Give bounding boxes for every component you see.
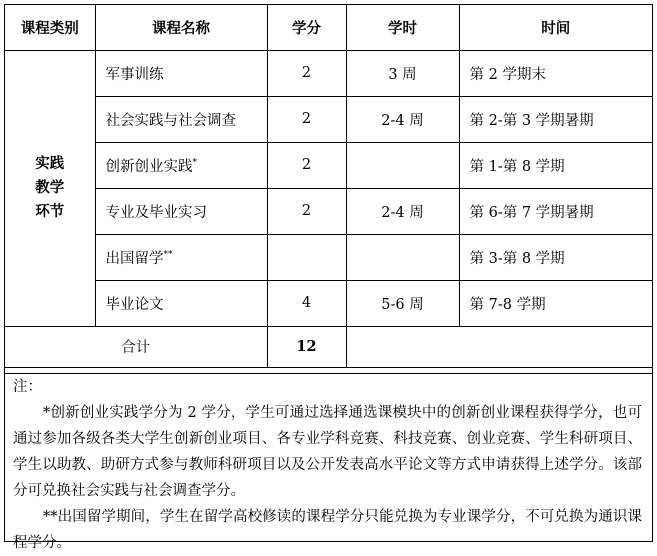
table-row xyxy=(5,142,652,188)
time-cell: 第 6-第 7 学期暑期 xyxy=(459,188,652,234)
course-name-cell: 军事训练 xyxy=(95,50,267,96)
course-name-cell: 社会实践与社会调查 xyxy=(95,96,267,142)
time-cell: 第 2 学期末 xyxy=(459,50,652,96)
note-study-abroad: **出国留学期间，学生在留学高校修读的课程学分只能兑换为专业课学分，不可兑换为通识课程学分。 xyxy=(13,509,642,551)
category-line: 实践 xyxy=(35,155,65,172)
hours-cell: 3 周 xyxy=(346,50,459,96)
total-credit: 12 xyxy=(267,326,346,367)
table-row xyxy=(5,280,652,326)
practice-course-table xyxy=(5,5,652,368)
header-credit: 学分 xyxy=(267,5,346,50)
header-category: 课程类别 xyxy=(5,5,95,50)
credit-cell xyxy=(267,234,346,280)
credit-cell: 2 xyxy=(267,96,346,142)
table-row xyxy=(5,50,652,96)
time-cell: 第 7-8 学期 xyxy=(459,280,652,326)
hours-cell xyxy=(346,234,459,280)
course-name-cell: 创新创业实践* xyxy=(95,142,267,188)
category-line: 教学 xyxy=(35,179,65,196)
category-cell xyxy=(5,50,95,326)
time-cell: 第 1-第 8 学期 xyxy=(459,142,652,188)
header-course-name: 课程名称 xyxy=(95,5,267,50)
hours-cell: 5-6 周 xyxy=(346,280,459,326)
table-row xyxy=(5,234,652,280)
time-cell: 第 3-第 8 学期 xyxy=(459,234,652,280)
total-empty-cell xyxy=(346,326,652,367)
table-row xyxy=(5,188,652,234)
header-time: 时间 xyxy=(459,5,652,50)
category-line: 环节 xyxy=(35,203,65,220)
credit-cell: 2 xyxy=(267,188,346,234)
course-table-page xyxy=(4,4,653,551)
credit-cell: 2 xyxy=(267,50,346,96)
notes-section xyxy=(5,373,652,551)
table-row xyxy=(5,96,652,142)
table-header-row xyxy=(5,5,652,50)
credit-cell: 4 xyxy=(267,280,346,326)
header-hours: 学时 xyxy=(346,5,459,50)
note-innovation: *创新创业实践学分为 2 学分，学生可通过选择通选课模块中的创新创业课程获得学分，也可通过参加各级各类大学生创新创业项目、各专业学科竞赛、科技竞赛、创业竞赛、学生科研项目、学生以助教、助研方式参与教师科研项目以及公开发表高水平论文等方式申请获得上述学分。该部分可兑换社会实践与社会调查学分。 xyxy=(13,405,642,499)
hours-cell xyxy=(346,142,459,188)
credit-cell: 2 xyxy=(267,142,346,188)
course-name-cell: 出国留学** xyxy=(95,234,267,280)
notes-title: 注： xyxy=(13,379,42,395)
total-label: 合计 xyxy=(5,326,267,367)
time-cell: 第 2-第 3 学期暑期 xyxy=(459,96,652,142)
course-name-cell: 专业及毕业实习 xyxy=(95,188,267,234)
total-row xyxy=(5,326,652,367)
hours-cell: 2-4 周 xyxy=(346,188,459,234)
hours-cell: 2-4 周 xyxy=(346,96,459,142)
course-name-cell: 毕业论文 xyxy=(95,280,267,326)
